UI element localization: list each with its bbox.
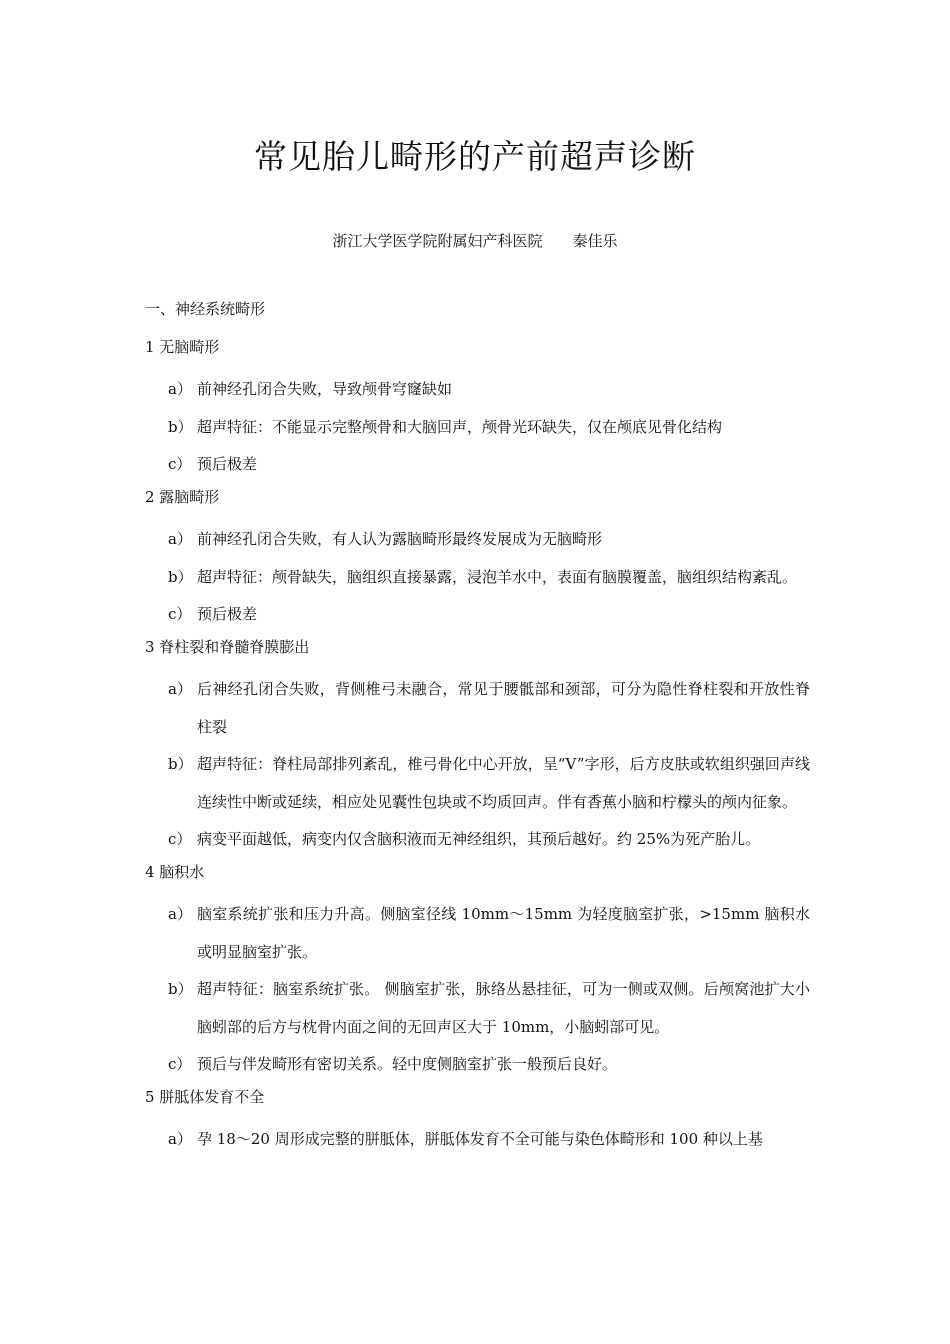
list-item-text: 前神经孔闭合失败，导致颅骨穹窿缺如	[197, 380, 453, 398]
list-item-text: 超声特征：脑室系统扩张。 侧脑室扩张，脉络丛悬挂征，可为一侧或双侧。后颅窝池扩大小脑蚓部的后方与枕骨内面之间的无回声区大于 10mm，小脑蚓部可见。	[197, 980, 810, 1036]
list-item	[145, 896, 810, 971]
list-marker: a）	[168, 905, 192, 923]
list-item	[145, 446, 810, 484]
list-marker: b）	[168, 417, 193, 436]
list-marker: a）	[168, 380, 192, 398]
list-marker: a）	[168, 530, 192, 548]
list-item-text: 病变平面越低，病变内仅含脑积液而无神经组织，其预后越好。约 25%为死产胎儿。	[197, 830, 761, 848]
list-item	[145, 559, 810, 597]
list-item	[145, 821, 810, 859]
list-item	[145, 671, 810, 746]
document-title: 常见胎儿畸形的产前超声诊断	[254, 137, 696, 176]
list-item-text: 预后极差	[197, 455, 258, 473]
section-corpus-callosum-agenesis	[145, 1084, 810, 1159]
list-item-text: 孕 18～20 周形成完整的胼胝体，胼胝体发育不全可能与染色体畸形和 100 种以上基	[197, 1130, 763, 1148]
list-marker: a）	[168, 680, 192, 698]
section-spina-bifida	[145, 634, 810, 859]
list-marker: c）	[168, 605, 192, 623]
section-heading: 4 脑积水	[145, 862, 205, 881]
list-item	[145, 1046, 810, 1084]
list-item-text: 超声特征：颅骨缺失，脑组织直接暴露，浸泡羊水中，表面有脑膜覆盖，脑组织结构紊乱。	[197, 567, 798, 586]
section-heading: 5 胼胝体发育不全	[145, 1087, 265, 1106]
list-marker: b）	[168, 980, 193, 998]
section-hydrocephalus	[145, 859, 810, 1084]
list-item-text: 前神经孔闭合失败，有人认为露脑畸形最终发展成为无脑畸形	[197, 530, 603, 548]
list-marker: c）	[168, 455, 192, 473]
list-item-text: 预后与伴发畸形有密切关系。轻中度侧脑室扩张一般预后良好。	[197, 1055, 618, 1073]
section-heading: 1 无脑畸形	[145, 337, 220, 356]
list-item-text: 超声特征：脊柱局部排列紊乱，椎弓骨化中心开放，呈“V”字形，后方皮肤或软组织强回声线连续性中断或延续，相应处见囊性包块或不均质回声。伴有香蕉小脑和柠檬头的颅内征象。	[197, 755, 810, 811]
section-heading: 3 脊柱裂和脊髓脊膜膨出	[145, 637, 310, 656]
section-neural-system	[145, 296, 810, 334]
list-item	[145, 521, 810, 559]
list-item	[145, 971, 810, 1046]
list-item	[145, 1121, 810, 1159]
list-marker: b）	[168, 567, 193, 586]
section-heading: 一、神经系统畸形	[145, 300, 266, 318]
list-item	[145, 746, 810, 821]
document-body	[145, 296, 810, 1159]
list-marker: a）	[168, 1130, 192, 1148]
author-affiliation: 浙江大学医学院附属妇产科医院 秦佳乐	[332, 232, 618, 250]
list-item	[145, 409, 810, 447]
list-item	[145, 596, 810, 634]
list-marker: c）	[168, 830, 192, 848]
section-exencephaly	[145, 484, 810, 634]
list-marker: c）	[168, 1055, 192, 1073]
section-anencephaly	[145, 334, 810, 484]
section-heading: 2 露脑畸形	[145, 487, 220, 506]
list-item-text: 后神经孔闭合失败，背侧椎弓未融合，常见于腰骶部和颈部，可分为隐性脊柱裂和开放性脊柱裂	[197, 680, 810, 736]
list-item-text: 脑室系统扩张和压力升高。侧脑室径线 10mm～15mm 为轻度脑室扩张，>15mm 脑积水或明显脑室扩张。	[197, 905, 810, 961]
list-marker: b）	[168, 755, 193, 773]
list-item	[145, 371, 810, 409]
list-item-text: 预后极差	[197, 605, 258, 623]
list-item-text: 超声特征：不能显示完整颅骨和大脑回声，颅骨光环缺失，仅在颅底见骨化结构	[197, 417, 723, 436]
